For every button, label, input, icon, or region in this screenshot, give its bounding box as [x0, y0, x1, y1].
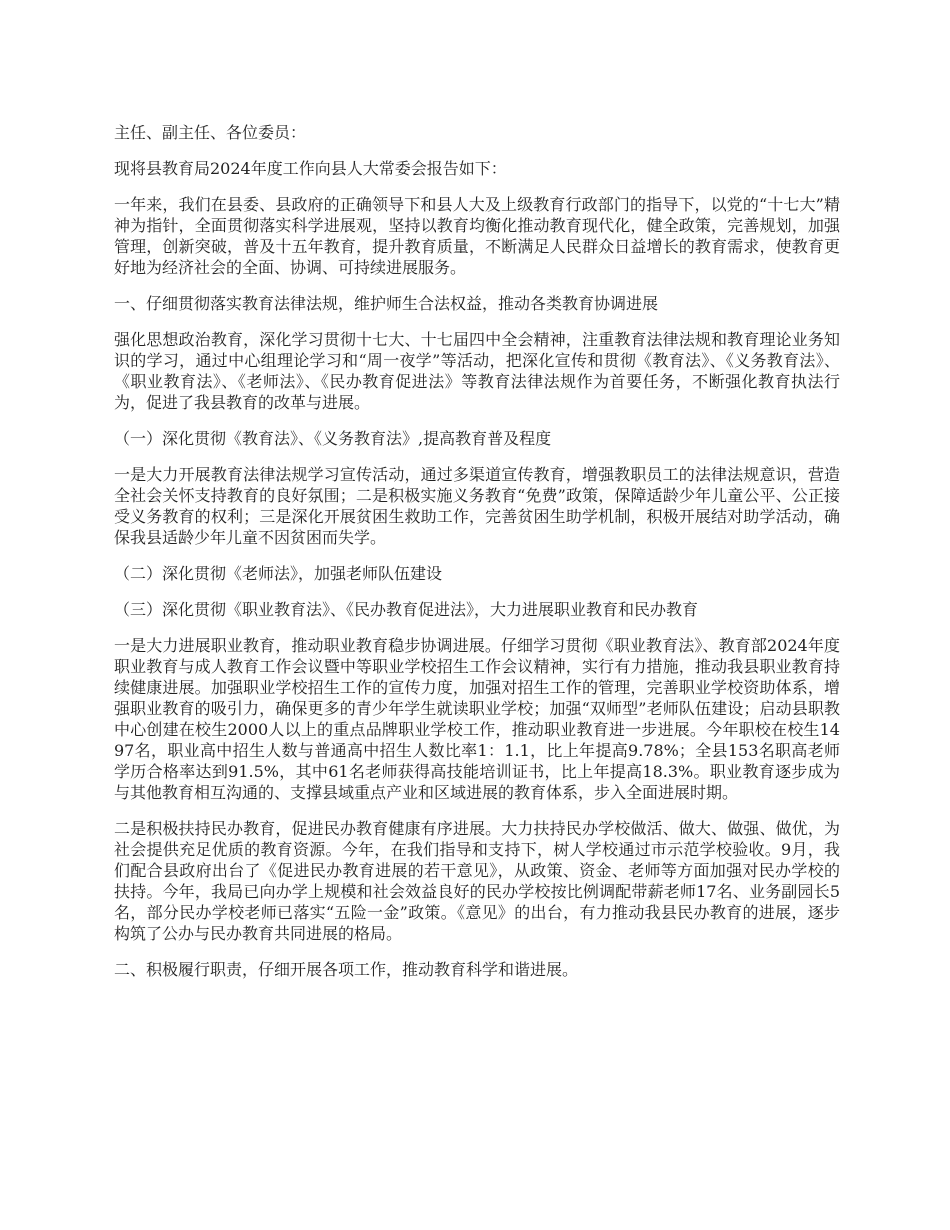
section-heading-2: 二、积极履行职责，仔细开展各项工作，推动教育科学和谐进展。	[114, 960, 579, 979]
private-education-paragraph: 二是积极扶持民办教育，促进民办教育健康有序进展。大力扶持民办学校做活、做大、做强、做优，为社会提供充足优质的教育资源。今年，在我们指导和支持下，树人学校通过市示范学校验收。9月，我们配合县政府出台了《促进民办教育进展的若干意见》，从政策、资金、老师等方面加强对民办学校的扶持。今年，我局已向办学上规模和社会效益良好的民办学校按比例调配带薪老师17名、业务副园长5名，部分民办学校老师已落实“五险一金”政策。《意见》的出台，有力推动我县民办教育的进展，逐步构筑了公办与民办教育共同进展的格局。	[114, 819, 840, 943]
subsection-heading-1: （一）深化贯彻《教育法》、《义务教育法》,提高教育普及程度	[114, 429, 552, 448]
section-1-paragraph: 强化思想政治教育，深化学习贯彻十七大、十七届四中全会精神，注重教育法律法规和教育理论业务知识的学习，通过中心组理论学习和“周一夜学”等活动，把深化宣传和贯彻《教育法》、《义务教育法》、《职业教育法》、《老师法》、《民办教育促进法》等教育法律法规作为首要任务，不断强化教育执法行为，促进了我县教育的改革与进展。	[114, 330, 840, 412]
salutation: 主任、副主任、各位委员：	[114, 123, 307, 142]
section-heading-1: 一、仔细贯彻落实教育法律法规，维护师生合法权益，推动各类教育协调进展	[114, 294, 659, 313]
intro-line: 现将县教育局2024年度工作向县人大常委会报告如下：	[114, 159, 507, 178]
subsection-heading-3: （三）深化贯彻《职业教育法》、《民办教育促进法》，大力进展职业教育和民办教育	[114, 600, 699, 619]
vocational-education-paragraph: 一是大力进展职业教育，推动职业教育稳步协调进展。仔细学习贯彻《职业教育法》、教育部2024年度职业教育与成人教育工作会议暨中等职业学校招生工作会议精神，实行有力措施，推动我县职业教育持续健康进展。加强职业学校招生工作的宣传力度，加强对招生工作的管理，完善职业学校资助体系，增强职业教育的吸引力，确保更多的青少年学生就读职业学校；加强“双师型”老师队伍建设；启动县职教中心创建在校生2000人以上的重点品牌职业学校工作，推动职业教育进一步进展。今年职校在校生1497名，职业高中招生人数与普通高中招生人数比率1：1.1，比上年提高9.78%；全县153名职高老师学历合格率达到91.5%，其中61名老师获得高技能培训证书，比上年提高18.3%。职业教育逐步成为与其他教育相互沟通的、支撑县域重点产业和区域进展的教育体系，步入全面进展时期。	[114, 636, 840, 802]
overview-paragraph: 一年来，我们在县委、县政府的正确领导下和县人大及上级教育行政部门的指导下，以党的“十七大”精神为指针，全面贯彻落实科学进展观，坚持以教育均衡化推动教育现代化，健全政策，完善规划，加强管理，创新突破，普及十五年教育，提升教育质量，不断满足人民群众日益增长的教育需求，使教育更好地为经济社会的全面、协调、可持续进展服务。	[114, 195, 840, 277]
subsection-heading-2: （二）深化贯彻《老师法》，加强老师队伍建设	[114, 564, 443, 583]
document-page	[114, 122, 840, 995]
subsection-1-paragraph: 一是大力开展教育法律法规学习宣传活动，通过多渠道宣传教育，增强教职员工的法律法规意识，营造全社会关怀支持教育的良好氛围；二是积极实施义务教育“免费”政策，保障适龄少年儿童公平、公正接受义务教育的权利；三是深化开展贫困生救助工作，完善贫困生助学机制，积极开展结对助学活动，确保我县适龄少年儿童不因贫困而失学。	[114, 465, 840, 547]
